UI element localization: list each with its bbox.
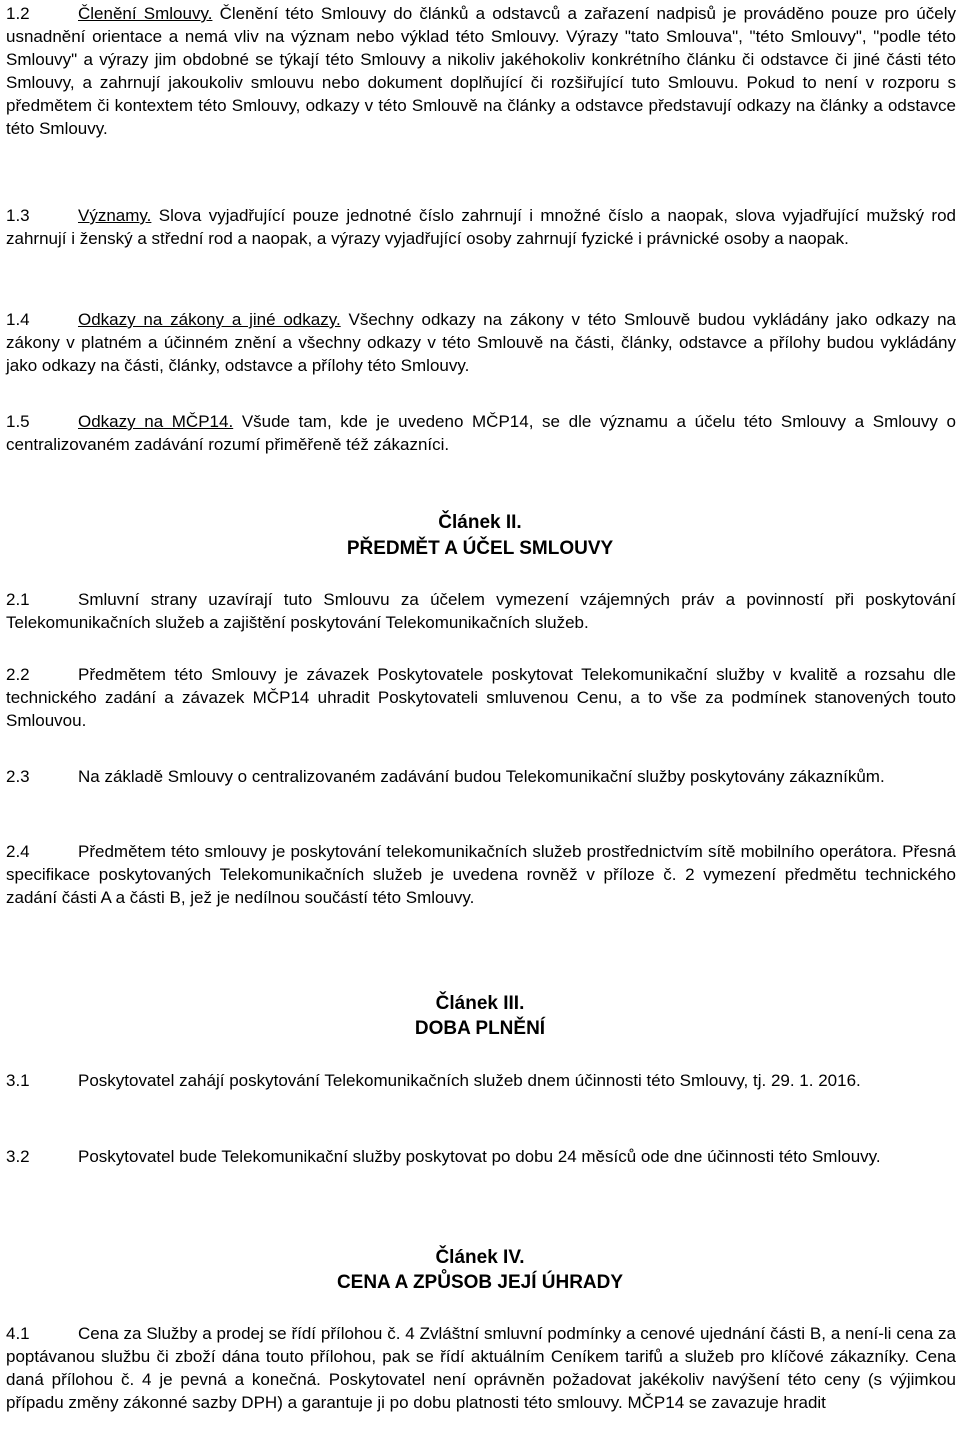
section-2-3	[6, 765, 956, 788]
article-2-title: PŘEDMĚT A ÚČEL SMLOUVY	[346, 538, 614, 559]
section-number: 1.5	[6, 412, 30, 431]
section-1-3	[6, 204, 956, 250]
section-2-1	[6, 588, 956, 634]
section-3-2	[6, 1145, 956, 1168]
section-1-4	[6, 308, 956, 377]
section-number: 1.4	[6, 310, 30, 329]
section-3-1	[6, 1069, 956, 1092]
article-4-title: CENA A ZPŮSOB JEJÍ ÚHRADY	[336, 1272, 624, 1293]
section-title: Odkazy na MČP14.	[78, 412, 234, 431]
section-1-5	[6, 410, 956, 456]
section-2-4	[6, 840, 956, 909]
section-number: 3.2	[6, 1147, 30, 1166]
section-number: 2.1	[6, 590, 30, 609]
section-number: 3.1	[6, 1071, 30, 1090]
section-text: Členění této Smlouvy do článků a odstavců a zařazení nadpisů je prováděno pouze pro účely usnadnění orientace a nemá vliv na význam nebo výklad této Smlouvy. Výrazy "tato Smlouva", "této Smlouvy", "podle této Smlouvy" a výrazy jim obdobné se týkají této Smlouvy a nikoliv jakéhokoliv konkrétního článku či odstavce či jiné části této Smlouvy, a zahrnují jakoukoliv smlouvu nebo dokument doplňující či rozšiřující tuto Smlouvu. Pokud to není v rozporu s předmětem či kontextem této Smlouvy, odkazy v této Smlouvě na články a odstavce představují odkazy na články a odstavce této Smlouvy.	[6, 4, 956, 138]
article-3-title: DOBA PLNĚNÍ	[414, 1018, 546, 1039]
section-text: Předmětem této smlouvy je poskytování telekomunikačních služeb prostřednictvím sítě mobilního operátora. Přesná specifikace poskytovaných Telekomunikačních služeb je uvedena rovněž v příloze č. 2 vymezení předmětu technického zadání části A a části B, jež je nedílnou součástí této Smlouvy.	[6, 842, 956, 907]
section-title: Odkazy na zákony a jiné odkazy.	[78, 310, 341, 329]
section-text: Poskytovatel zahájí poskytování Telekomunikačních služeb dnem účinnosti této Smlouvy, tj. 29. 1. 2016.	[78, 1071, 861, 1090]
section-title: Členění Smlouvy.	[78, 4, 213, 23]
section-text: Cena za Služby a prodej se řídí přílohou č. 4 Zvláštní smluvní podmínky a cenové ujednání části B, a není-li cena za poptávanou službu či zboží dána touto přílohou, pak se řídí aktuálním Ceníkem tarifů a služeb pro klíčové zákazníky. Cena daná přílohou č. 4 je pevná a konečná. Poskytovatel není oprávněn požadovat jakékoliv navýšení této ceny (s výjimkou případu změny zákonné sazby DPH) a garantuje ji po dobu platnosti této smlouvy. MČP14 se zavazuje hradit	[6, 1324, 956, 1412]
section-number: 1.2	[6, 4, 30, 23]
section-text: Všechny odkazy na zákony v této Smlouvě budou vykládány jako odkazy na zákony v platném a účinném znění a všechny odkazy v této Smlouvě na části, články, odstavce a přílohy budou vykládány jako odkazy na části, články, odstavce a přílohy této Smlouvy.	[6, 310, 956, 375]
section-text: Všude tam, kde je uvedeno MČP14, se dle významu a účelu této Smlouvy a Smlouvy o centralizovaném zadávání rozumí přiměřeně též zákazníci.	[6, 412, 956, 454]
section-text: Předmětem této Smlouvy je závazek Poskytovatele poskytovat Telekomunikační služby v kvalitě a rozsahu dle technického zadání a závazek MČP14 uhradit Poskytovateli smluvenou Cenu, a to vše za podmínek stanovených touto Smlouvou.	[6, 665, 956, 730]
section-number: 4.1	[6, 1324, 30, 1343]
section-number: 2.3	[6, 767, 30, 786]
section-text: Poskytovatel bude Telekomunikační služby poskytovat po dobu 24 měsíců ode dne účinnosti této Smlouvy.	[78, 1147, 881, 1166]
section-number: 1.3	[6, 206, 30, 225]
article-3-label: Článek III.	[435, 993, 525, 1014]
section-title: Významy.	[78, 206, 152, 225]
section-text: Smluvní strany uzavírají tuto Smlouvu za účelem vymezení vzájemných práv a povinností při poskytování Telekomunikačních služeb a zajištění poskytování Telekomunikačních služeb.	[6, 590, 956, 632]
section-number: 2.2	[6, 665, 30, 684]
section-2-2	[6, 663, 956, 732]
section-1-2	[6, 2, 956, 140]
section-text: Na základě Smlouvy o centralizovaném zadávání budou Telekomunikační služby poskytovány zákazníkům.	[78, 767, 885, 786]
section-number: 2.4	[6, 842, 30, 861]
article-4-label: Článek IV.	[435, 1247, 525, 1268]
article-2-label: Článek II.	[438, 512, 522, 533]
section-text: Slova vyjadřující pouze jednotné číslo zahrnují i množné číslo a naopak, slova vyjadřující mužský rod zahrnují i ženský a střední rod a naopak, a výrazy vyjadřující osoby zahrnují fyzické i právnické osoby a naopak.	[6, 206, 956, 248]
section-4-1	[6, 1322, 956, 1414]
